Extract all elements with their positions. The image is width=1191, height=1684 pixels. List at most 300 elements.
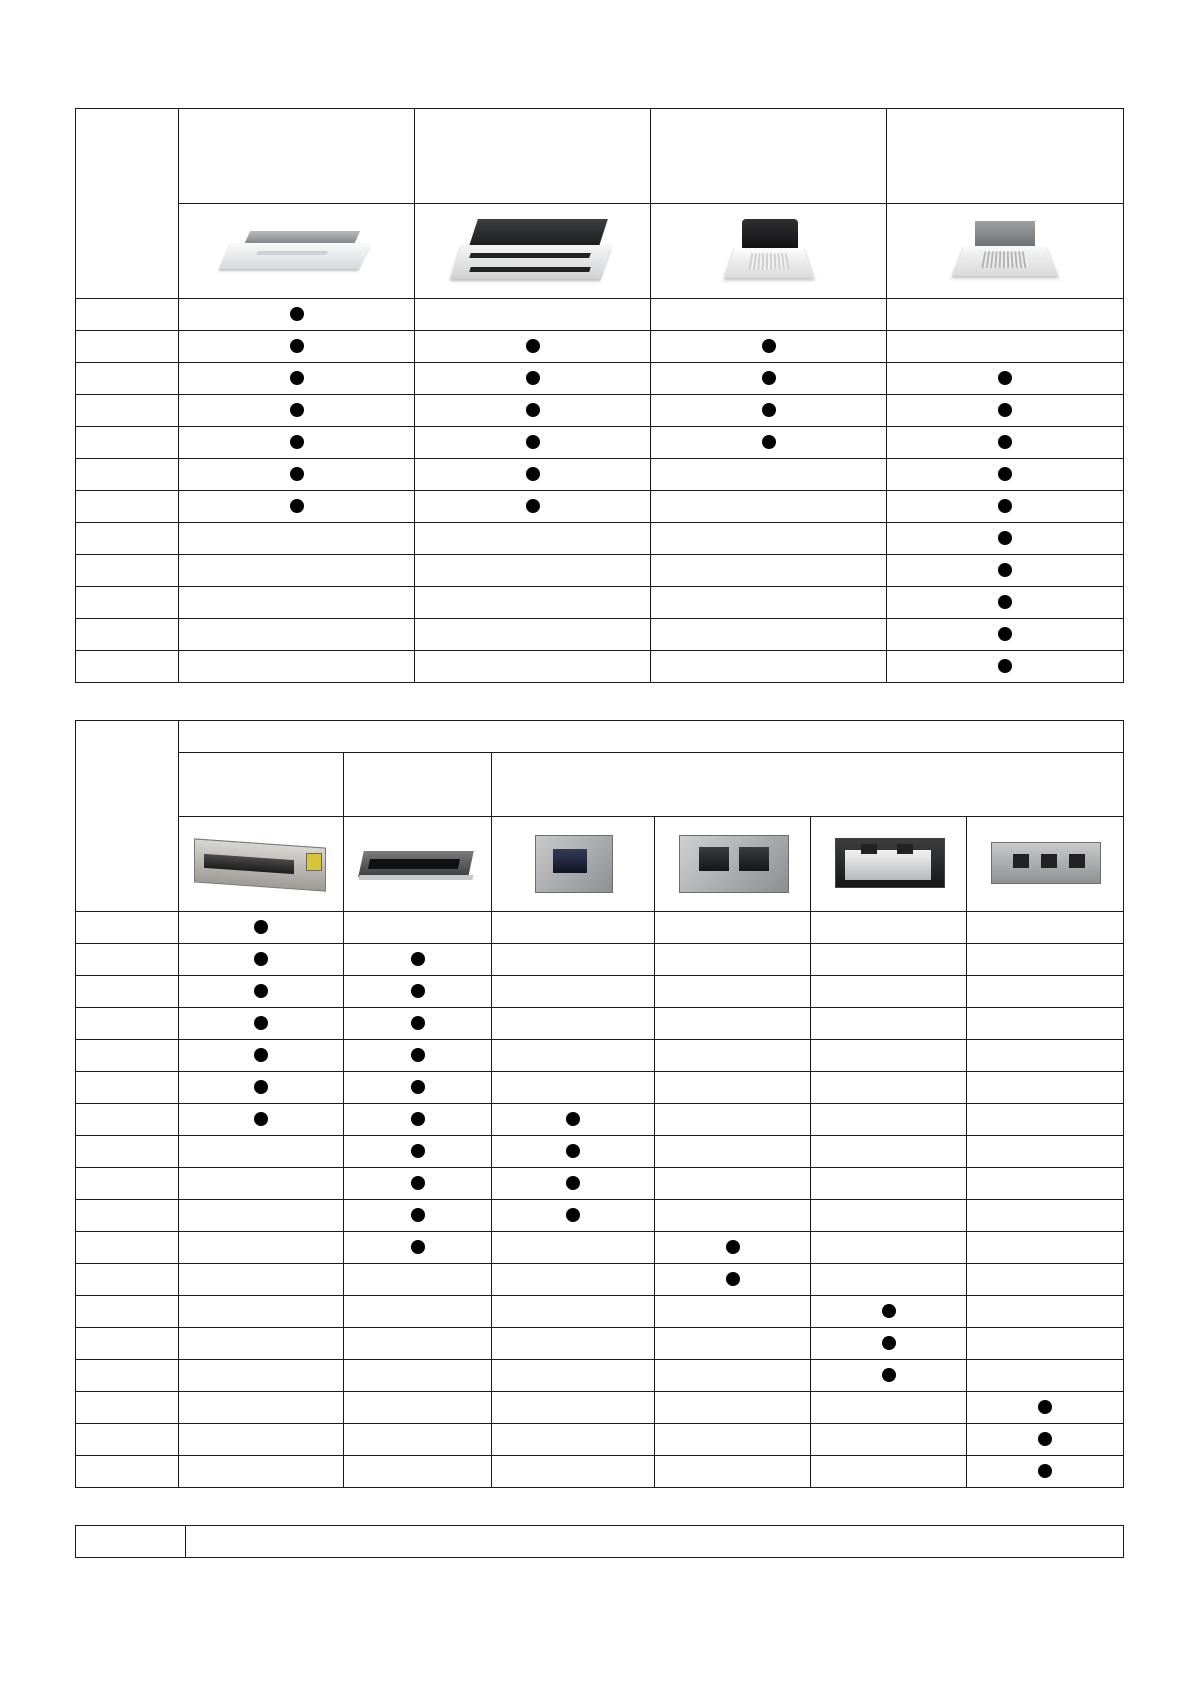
mark-cell: [811, 1360, 967, 1392]
table-row: [76, 427, 1124, 459]
availability-dot-icon: [411, 1016, 425, 1030]
mark-cell: [887, 651, 1124, 683]
one-way-cassette-icon: [217, 221, 377, 281]
mark-cell: [967, 1360, 1124, 1392]
mark-cell: [887, 459, 1124, 491]
availability-dot-icon: [566, 1176, 580, 1190]
mark-cell: [811, 912, 967, 944]
mark-cell: [179, 619, 415, 651]
mark-cell: [967, 1008, 1124, 1040]
availability-dot-icon: [1038, 1432, 1052, 1446]
mark-cell: [887, 299, 1124, 331]
mark-cell: [415, 299, 651, 331]
table-row: [76, 1328, 1124, 1360]
row-label-cell: [76, 299, 179, 331]
mark-cell: [344, 1232, 492, 1264]
mark-cell: [887, 491, 1124, 523]
mark-cell: [887, 587, 1124, 619]
availability-dot-icon: [882, 1304, 896, 1318]
product-image-cell: [887, 204, 1124, 299]
product-image-cell: [179, 817, 344, 912]
mark-cell: [179, 1360, 344, 1392]
table-row: [76, 912, 1124, 944]
table-row: [76, 1456, 1124, 1488]
availability-dot-icon: [998, 435, 1012, 449]
availability-dot-icon: [762, 371, 776, 385]
mark-cell: [655, 1424, 811, 1456]
cassette-model-table: [75, 108, 1124, 683]
mark-cell: [811, 1456, 967, 1488]
product-image-cell: [811, 817, 967, 912]
capacity-header-cell: [76, 721, 179, 912]
mark-cell: [492, 1200, 655, 1232]
mark-cell: [344, 1008, 492, 1040]
mark-cell: [967, 1456, 1124, 1488]
mark-cell: [967, 1200, 1124, 1232]
mark-cell: [655, 1168, 811, 1200]
mark-cell: [179, 299, 415, 331]
mark-cell: [415, 587, 651, 619]
mark-cell: [415, 331, 651, 363]
mark-cell: [811, 1328, 967, 1360]
availability-dot-icon: [762, 435, 776, 449]
mark-cell: [344, 976, 492, 1008]
row-label-cell: [76, 491, 179, 523]
mark-cell: [651, 459, 887, 491]
table-row: [76, 491, 1124, 523]
mark-cell: [179, 944, 344, 976]
mark-cell: [655, 1008, 811, 1040]
availability-dot-icon: [526, 467, 540, 481]
mark-cell: [655, 1360, 811, 1392]
header-label-cell: [887, 109, 1124, 204]
availability-dot-icon: [411, 1176, 425, 1190]
row-label-cell: [76, 976, 179, 1008]
availability-dot-icon: [254, 1016, 268, 1030]
table-row: [76, 395, 1124, 427]
availability-dot-icon: [254, 920, 268, 934]
mark-cell: [415, 491, 651, 523]
mark-cell: [655, 1392, 811, 1424]
mark-cell: [179, 651, 415, 683]
mark-cell: [415, 363, 651, 395]
mark-cell: [967, 1168, 1124, 1200]
mark-cell: [179, 459, 415, 491]
mark-cell: [179, 491, 415, 523]
mark-cell: [344, 1136, 492, 1168]
availability-dot-icon: [526, 499, 540, 513]
two-way-cassette-icon: [448, 215, 618, 287]
table-row: [76, 459, 1124, 491]
mark-cell: [811, 1008, 967, 1040]
large-high-static-duct-icon: [831, 836, 947, 892]
mark-cell: [492, 912, 655, 944]
mark-cell: [887, 427, 1124, 459]
mark-cell: [492, 976, 655, 1008]
table-row: [76, 1136, 1124, 1168]
availability-dot-icon: [411, 1240, 425, 1254]
mark-cell: [651, 299, 887, 331]
mark-cell: [811, 1200, 967, 1232]
row-label-cell: [76, 1392, 179, 1424]
mark-cell: [492, 944, 655, 976]
mark-cell: [179, 1264, 344, 1296]
mark-cell: [887, 395, 1124, 427]
row-label-cell: [76, 1456, 179, 1488]
mark-cell: [887, 331, 1124, 363]
availability-dot-icon: [254, 984, 268, 998]
mark-cell: [967, 1296, 1124, 1328]
mark-cell: [179, 1136, 344, 1168]
sub-header-cell: [179, 753, 344, 817]
sub-header-cell: [344, 753, 492, 817]
row-label-cell: [76, 1104, 179, 1136]
availability-dot-icon: [998, 563, 1012, 577]
table-row: [76, 1008, 1124, 1040]
table-row: [76, 1296, 1124, 1328]
mark-cell: [967, 944, 1124, 976]
mark-cell: [344, 1072, 492, 1104]
availability-dot-icon: [566, 1112, 580, 1126]
mark-cell: [655, 1232, 811, 1264]
availability-dot-icon: [290, 467, 304, 481]
mark-cell: [179, 1008, 344, 1040]
mark-cell: [492, 1008, 655, 1040]
availability-dot-icon: [254, 1112, 268, 1126]
four-way-cassette-icon: [955, 215, 1055, 287]
mark-cell: [179, 1328, 344, 1360]
availability-dot-icon: [254, 952, 268, 966]
mark-cell: [967, 1040, 1124, 1072]
mark-cell: [967, 1392, 1124, 1424]
table-row: [76, 1040, 1124, 1072]
availability-dot-icon: [526, 371, 540, 385]
availability-dot-icon: [998, 531, 1012, 545]
table-row: [76, 1168, 1124, 1200]
mark-cell: [179, 1104, 344, 1136]
row-label-cell: [76, 1360, 179, 1392]
group-header-cell: [179, 721, 1124, 753]
mark-cell: [179, 1424, 344, 1456]
header-label-cell: [651, 109, 887, 204]
availability-dot-icon: [726, 1240, 740, 1254]
mark-cell: [967, 1104, 1124, 1136]
availability-dot-icon: [526, 403, 540, 417]
mark-cell: [967, 976, 1124, 1008]
mark-cell: [967, 1264, 1124, 1296]
mark-cell: [811, 976, 967, 1008]
mark-cell: [179, 1296, 344, 1328]
mark-cell: [811, 1296, 967, 1328]
mark-cell: [492, 1328, 655, 1360]
row-label-cell: [76, 1424, 179, 1456]
header-label-cell: [415, 109, 651, 204]
note-text-cell: [186, 1526, 1124, 1558]
mark-cell: [492, 1424, 655, 1456]
row-label-cell: [76, 944, 179, 976]
mark-cell: [179, 1456, 344, 1488]
mark-cell: [492, 1136, 655, 1168]
row-label-cell: [76, 1008, 179, 1040]
table-row: [76, 523, 1124, 555]
mark-cell: [967, 1072, 1124, 1104]
mark-cell: [415, 651, 651, 683]
mark-cell: [179, 331, 415, 363]
mark-cell: [655, 1200, 811, 1232]
product-image-cell: [415, 204, 651, 299]
mark-cell: [651, 555, 887, 587]
high-static-duct-icon: [673, 829, 793, 899]
row-label-cell: [76, 1328, 179, 1360]
table-row: [76, 976, 1124, 1008]
mark-cell: [179, 1040, 344, 1072]
mark-cell: [651, 587, 887, 619]
availability-dot-icon: [290, 499, 304, 513]
mark-cell: [967, 1328, 1124, 1360]
availability-dot-icon: [1038, 1464, 1052, 1478]
note-label-cell: [76, 1526, 186, 1558]
mark-cell: [344, 1360, 492, 1392]
table-row: [76, 1200, 1124, 1232]
table-row: [76, 1264, 1124, 1296]
mark-cell: [811, 1264, 967, 1296]
availability-dot-icon: [998, 627, 1012, 641]
availability-dot-icon: [998, 467, 1012, 481]
mark-cell: [415, 619, 651, 651]
availability-dot-icon: [882, 1336, 896, 1350]
mark-cell: [179, 1072, 344, 1104]
mark-cell: [179, 427, 415, 459]
availability-dot-icon: [411, 1048, 425, 1062]
availability-dot-icon: [998, 659, 1012, 673]
mark-cell: [492, 1296, 655, 1328]
mark-cell: [179, 1232, 344, 1264]
availability-dot-icon: [411, 952, 425, 966]
mark-cell: [344, 1104, 492, 1136]
availability-dot-icon: [411, 984, 425, 998]
mark-cell: [179, 523, 415, 555]
mark-cell: [415, 427, 651, 459]
capacity-header-cell: [76, 109, 179, 299]
availability-dot-icon: [290, 403, 304, 417]
mark-cell: [655, 944, 811, 976]
table-row: [76, 619, 1124, 651]
availability-dot-icon: [290, 435, 304, 449]
mark-cell: [651, 427, 887, 459]
availability-dot-icon: [411, 1208, 425, 1222]
mark-cell: [179, 1200, 344, 1232]
mark-cell: [967, 912, 1124, 944]
table-row: [76, 363, 1124, 395]
table-row: [76, 944, 1124, 976]
row-label-cell: [76, 1040, 179, 1072]
mark-cell: [415, 459, 651, 491]
mark-cell: [344, 1328, 492, 1360]
table-row: [76, 331, 1124, 363]
availability-dot-icon: [726, 1272, 740, 1286]
mark-cell: [179, 587, 415, 619]
table-row: [76, 1424, 1124, 1456]
mark-cell: [344, 1040, 492, 1072]
mark-cell: [344, 1200, 492, 1232]
mark-cell: [651, 491, 887, 523]
row-label-cell: [76, 912, 179, 944]
mark-cell: [811, 1232, 967, 1264]
mark-cell: [651, 363, 887, 395]
row-label-cell: [76, 1264, 179, 1296]
mark-cell: [967, 1136, 1124, 1168]
row-label-cell: [76, 331, 179, 363]
mark-cell: [415, 555, 651, 587]
table-row: [76, 1072, 1124, 1104]
availability-dot-icon: [290, 371, 304, 385]
row-label-cell: [76, 555, 179, 587]
mark-cell: [344, 1424, 492, 1456]
slim-duct-icon: [186, 831, 336, 897]
availability-dot-icon: [411, 1080, 425, 1094]
table-row: [76, 651, 1124, 683]
row-label-cell: [76, 1296, 179, 1328]
row-label-cell: [76, 523, 179, 555]
mark-cell: [415, 523, 651, 555]
availability-dot-icon: [882, 1368, 896, 1382]
duct-model-table: [75, 720, 1124, 1488]
mark-cell: [655, 1040, 811, 1072]
availability-dot-icon: [290, 307, 304, 321]
mark-cell: [179, 976, 344, 1008]
low-static-duct-icon: [353, 839, 483, 889]
mark-cell: [811, 1104, 967, 1136]
mark-cell: [655, 1264, 811, 1296]
mark-cell: [344, 1264, 492, 1296]
extra-large-duct-icon: [987, 836, 1103, 892]
mark-cell: [344, 1392, 492, 1424]
row-label-cell: [76, 459, 179, 491]
availability-dot-icon: [290, 339, 304, 353]
note-table: [75, 1525, 1124, 1558]
availability-dot-icon: [1038, 1400, 1052, 1414]
mark-cell: [651, 395, 887, 427]
mark-cell: [811, 1392, 967, 1424]
table-row: [76, 1360, 1124, 1392]
row-label-cell: [76, 427, 179, 459]
mark-cell: [344, 912, 492, 944]
row-label-cell: [76, 1072, 179, 1104]
mark-cell: [492, 1168, 655, 1200]
mark-cell: [811, 944, 967, 976]
availability-dot-icon: [254, 1080, 268, 1094]
mark-cell: [492, 1104, 655, 1136]
mark-cell: [179, 363, 415, 395]
mark-cell: [344, 944, 492, 976]
mark-cell: [967, 1424, 1124, 1456]
mark-cell: [655, 1296, 811, 1328]
availability-dot-icon: [411, 1144, 425, 1158]
row-label-cell: [76, 587, 179, 619]
mark-cell: [655, 976, 811, 1008]
mark-cell: [811, 1424, 967, 1456]
mark-cell: [492, 1360, 655, 1392]
mark-cell: [811, 1040, 967, 1072]
row-label-cell: [76, 395, 179, 427]
mark-cell: [887, 363, 1124, 395]
table-row: [76, 555, 1124, 587]
row-label-cell: [76, 619, 179, 651]
availability-dot-icon: [254, 1048, 268, 1062]
product-image-cell: [655, 817, 811, 912]
mark-cell: [492, 1264, 655, 1296]
availability-dot-icon: [998, 499, 1012, 513]
availability-dot-icon: [566, 1208, 580, 1222]
header-label-cell: [179, 109, 415, 204]
row-label-cell: [76, 651, 179, 683]
availability-dot-icon: [526, 435, 540, 449]
row-label-cell: [76, 1232, 179, 1264]
mark-cell: [179, 1392, 344, 1424]
product-image-cell: [967, 817, 1124, 912]
mark-cell: [179, 395, 415, 427]
availability-dot-icon: [566, 1144, 580, 1158]
mark-cell: [655, 1456, 811, 1488]
availability-dot-icon: [411, 1112, 425, 1126]
mark-cell: [492, 1040, 655, 1072]
availability-dot-icon: [762, 403, 776, 417]
table-row: [76, 587, 1124, 619]
table-row: [76, 1392, 1124, 1424]
row-label-cell: [76, 1136, 179, 1168]
mark-cell: [811, 1072, 967, 1104]
mark-cell: [887, 555, 1124, 587]
mark-cell: [655, 1104, 811, 1136]
mark-cell: [651, 619, 887, 651]
mark-cell: [344, 1168, 492, 1200]
mark-cell: [655, 1072, 811, 1104]
mark-cell: [655, 1328, 811, 1360]
mark-cell: [655, 1136, 811, 1168]
mark-cell: [651, 331, 887, 363]
product-image-cell: [492, 817, 655, 912]
mark-cell: [967, 1232, 1124, 1264]
mark-cell: [651, 523, 887, 555]
mark-cell: [344, 1296, 492, 1328]
mark-cell: [887, 619, 1124, 651]
table-row: [76, 1104, 1124, 1136]
table-row: [76, 1232, 1124, 1264]
availability-dot-icon: [526, 339, 540, 353]
mark-cell: [344, 1456, 492, 1488]
mark-cell: [811, 1168, 967, 1200]
mark-cell: [492, 1392, 655, 1424]
mark-cell: [651, 651, 887, 683]
row-label-cell: [76, 1200, 179, 1232]
product-image-cell: [179, 204, 415, 299]
mark-cell: [887, 523, 1124, 555]
mark-cell: [811, 1136, 967, 1168]
mark-cell: [179, 555, 415, 587]
mark-cell: [492, 1072, 655, 1104]
product-image-cell: [651, 204, 887, 299]
compact-four-way-cassette-icon: [724, 215, 814, 287]
availability-dot-icon: [762, 339, 776, 353]
mark-cell: [179, 1168, 344, 1200]
mark-cell: [492, 1232, 655, 1264]
mark-cell: [492, 1456, 655, 1488]
mark-cell: [415, 395, 651, 427]
medium-static-duct-icon: [523, 829, 623, 899]
row-label-cell: [76, 363, 179, 395]
availability-dot-icon: [998, 595, 1012, 609]
row-label-cell: [76, 1168, 179, 1200]
